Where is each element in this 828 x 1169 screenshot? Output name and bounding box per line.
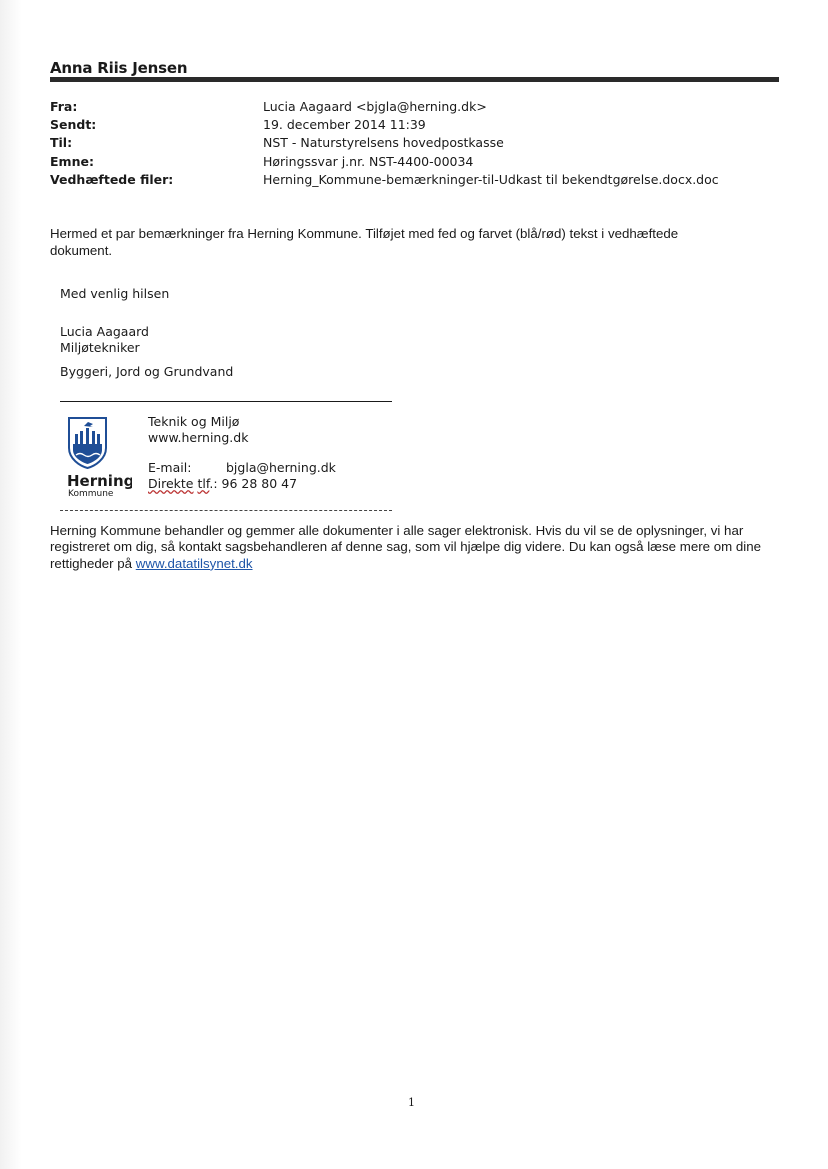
meta-row-to: [50, 134, 790, 152]
datatilsynet-link[interactable]: www.datatilsynet.dk: [135, 555, 253, 571]
phone-number: 96 28 80 47: [221, 476, 298, 491]
coat-of-arms-icon: [64, 414, 132, 504]
phone-label-abbr: tlf: [197, 476, 210, 491]
logo-sub-text: Kommune: [68, 489, 114, 499]
meta-row-subject: [50, 153, 790, 171]
privacy-notice: [50, 523, 780, 572]
attachment-filename[interactable]: Herning_Kommune-bemærkninger-til-Udkast til bekendtgørelse.docx.doc: [263, 171, 719, 187]
meta-row-attachments: [50, 171, 790, 189]
meta-value-subject: Høringssvar j.nr. NST-4400-00034: [263, 153, 474, 169]
header-rule: [50, 77, 779, 82]
email-row: [148, 460, 336, 475]
signature-greeting: Med venlig hilsen: [60, 286, 170, 301]
contact-divider: [60, 510, 392, 511]
phone-label-rest: .:: [209, 476, 218, 491]
phone-label-word: Direkte: [148, 476, 194, 491]
signature-name: Lucia Aagaard: [60, 324, 149, 339]
meta-row-sent: [50, 116, 790, 134]
meta-label-subject: Emne:: [50, 153, 94, 169]
meta-label-attachments: Vedhæftede filer:: [50, 171, 174, 187]
meta-label-to: Til:: [50, 135, 73, 151]
meta-value-from: Lucia Aagaard <bjgla@herning.dk>: [263, 99, 487, 114]
phone-label: [148, 476, 218, 491]
logo-name-text: Herning: [67, 472, 132, 490]
scan-edge-shadow: [0, 0, 22, 1169]
signature-org-unit: Teknik og Miljø: [148, 414, 240, 429]
email-metadata: [50, 98, 790, 189]
meta-label-from: Fra:: [50, 99, 78, 114]
privacy-notice-text: Herning Kommune behandler og gemmer alle dokumenter i alle sager elektronisk. Hvis du vil se de oplysninger, vi har registreret om dig, så kontakt sagsbehandleren af denne sag, som vil hjælpe dig videre. Du kan også læse mere om dine rettigheder på: [50, 523, 762, 571]
herning-kommune-logo: [64, 414, 132, 504]
email-address[interactable]: bjgla@herning.dk: [226, 460, 336, 475]
email-label: E-mail:: [148, 460, 192, 475]
meta-value-to: NST - Naturstyrelsens hovedpostkasse: [263, 135, 504, 151]
meta-row-from: [50, 98, 790, 116]
signature-divider: [60, 401, 392, 402]
page-number: 1: [408, 1096, 415, 1109]
phone-row: [148, 476, 297, 491]
signature-title: Miljøtekniker: [60, 340, 140, 355]
meta-label-sent: Sendt:: [50, 117, 97, 133]
signature-website[interactable]: www.herning.dk: [148, 430, 249, 445]
signature-department: Byggeri, Jord og Grundvand: [60, 364, 234, 379]
message-body: Hermed et par bemærkninger fra Herning Kommune. Tilføjet med fed og farvet (blå/rød) tekst i vedhæftede dokument.: [50, 226, 679, 258]
sender-heading: Anna Riis Jensen: [50, 59, 188, 77]
meta-value-sent: 19. december 2014 11:39: [263, 117, 426, 133]
